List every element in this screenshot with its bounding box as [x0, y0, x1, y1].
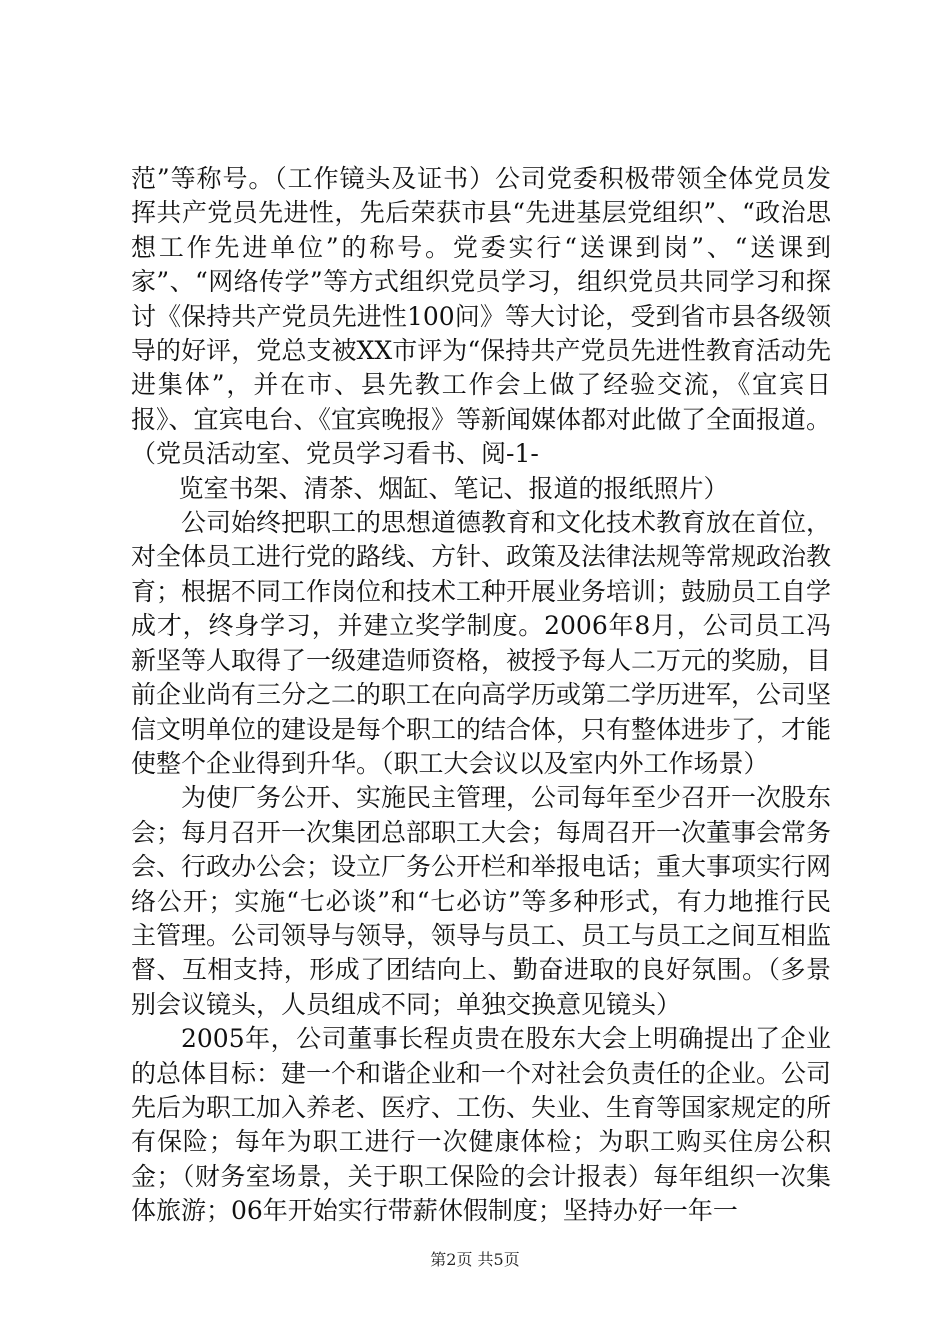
paragraph-company-goals: 2005年，公司董事长程贞贵在股东大会上明确提出了企业的总体目标：建一个和谐企业和一个对社会负责任的企业。公司先后为职工加入养老、医疗、工伤、失业、生育等国家规定的所有保险；每年为职工进行一次健康体检；为职工购买住房公积金；（财务室场景，关于职工保险的会计报表）每年组织一次集体旅游；06年开始实行带薪休假制度；坚持办好一年一 — [131, 1024, 832, 1226]
body-text — [131, 162, 831, 1229]
paragraph-democratic-management: 为使厂务公开、实施民主管理，公司每年至少召开一次股东会；每月召开一次集团总部职工大会；每周召开一次董事会常务会、行政办公会；设立厂务公开栏和举报电话；重大事项实行网络公开；实施“七必谈”和“七必访”等多种形式，有力地推行民主管理。公司领导与领导，领导与员工、员工与员工之间互相监督、互相支持，形成了团结向上、勤奋进取的良好氛围。（多景别会议镜头，人员组成不同；单独交换意见镜头） — [131, 783, 832, 1019]
page-number-footer: 第2页 共5页 — [430, 1250, 520, 1269]
paragraph-staff-education: 公司始终把职工的思想道德教育和文化技术教育放在首位，对全体员工进行党的路线、方针、政策及法律法规等常规政治教育；根据不同工作岗位和技术工种开展业务培训；鼓励员工自学成才，终身学习，并建立奖学制度。2006年8月，公司员工冯新坚等人取得了一级建造师资格，被授予每人二万元的奖励，目前企业尚有三分之二的职工在向高学历或第二学历进军，公司坚信文明单位的建设是每个职工的结合体，只有整体进步了，才能使整个企业得到升华。（职工大会议以及室内外工作场景） — [131, 508, 832, 778]
paragraph-party-honors: 范”等称号。（工作镜头及证书）公司党委积极带领全体党员发挥共产党员先进性，先后荣获市县“先进基层党组织”、“政治思想工作先进单位”的称号。党委实行“送课到岗”、“送课到家”、“网络传学”等方式组织党员学习，组织党员共同学习和探讨《保持共产党员先进性100问》等大讨论，受到省市县各级领导的好评，党总支被XX市评为“保持共产党员先进性教育活动先进集体”，并在市、县先教工作会上做了经验交流，《宜宾日报》、宜宾电台、《宜宾晚报》等新闻媒体都对此做了全面报道。（党员活动室、党员学习看书、阅-1- — [131, 164, 832, 469]
paragraph-photo-caption: 览室书架、清茶、烟缸、笔记、报道的报纸照片） — [178, 473, 729, 503]
